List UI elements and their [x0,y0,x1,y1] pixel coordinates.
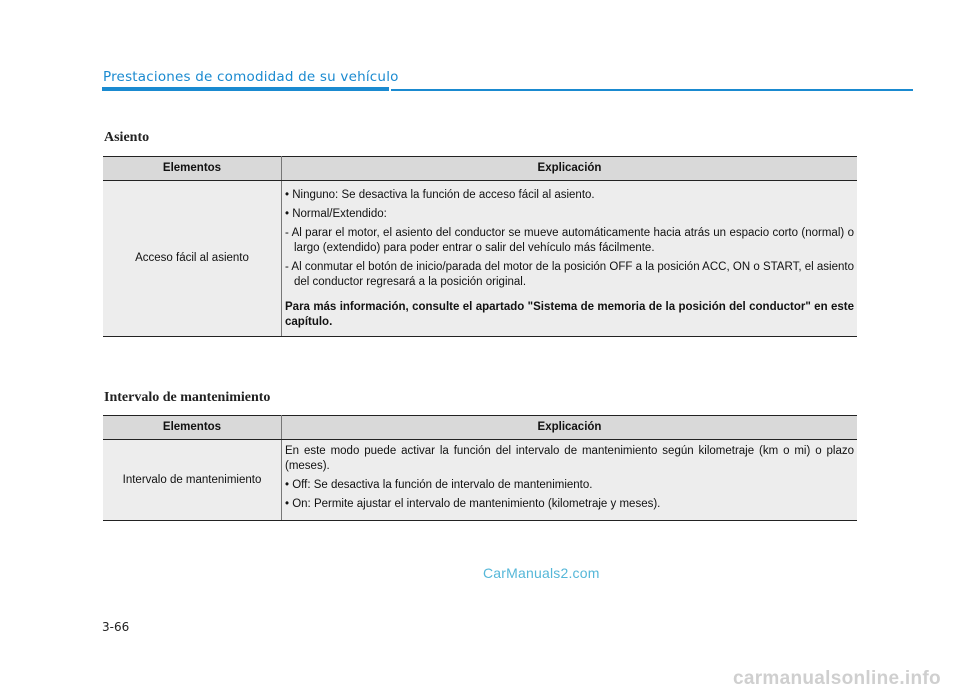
watermark-text: CarManuals2.com [483,565,600,581]
explanation-cell [282,181,858,337]
section-title-intervalo: Intervalo de mantenimiento [104,390,271,405]
page-header-title: Prestaciones de comodidad de su vehículo [103,69,399,85]
table-header-row [103,157,857,181]
footer-watermark: carmanualsonline.info [733,668,941,689]
table-header-row [103,416,857,440]
page-number: 3-66 [102,620,130,634]
explanation-note: Para más información, consulte el apartado "Sistema de memoria de la posición del conductor" en este capítulo. [285,300,854,328]
explanation-line: • Off: Se desactiva la función de intervalo de mantenimiento. [285,479,593,491]
explanation-line: • Ninguno: Se desactiva la función de acceso fácil al asiento. [285,188,595,201]
explanation-line: - Al conmutar el botón de inicio/parada del motor de la posición OFF a la posición ACC, ON o START, el asiento del conductor regresará a la posición original. [285,260,854,288]
column-header-explicacion: Explicación [282,157,858,181]
explanation-line: • On: Permite ajustar el intervalo de mantenimiento (kilometraje y meses). [285,498,661,510]
column-header-elementos: Elementos [103,157,282,181]
element-cell: Intervalo de mantenimiento [103,440,282,521]
element-cell: Acceso fácil al asiento [103,181,282,337]
maintenance-interval-table [103,415,857,521]
explanation-line: - Al parar el motor, el asiento del conductor se mueve automáticamente hacia atrás un espacio corto (normal) o largo (extendido) para poder entrar o salir del vehículo más fácilmente. [285,226,854,254]
header-rule [391,89,913,91]
explanation-line: • Normal/Extendido: [285,207,387,220]
header-rule-accent [102,87,389,91]
table-row [103,181,857,337]
explanation-cell [282,440,858,521]
column-header-explicacion: Explicación [282,416,858,440]
table-row [103,440,857,521]
section-title-asiento: Asiento [104,130,150,145]
explanation-line: En este modo puede activar la función del intervalo de mantenimiento según kilometraje (km o mi) o plazo (meses). [285,445,854,472]
column-header-elementos: Elementos [103,416,282,440]
seat-settings-table [103,156,857,337]
